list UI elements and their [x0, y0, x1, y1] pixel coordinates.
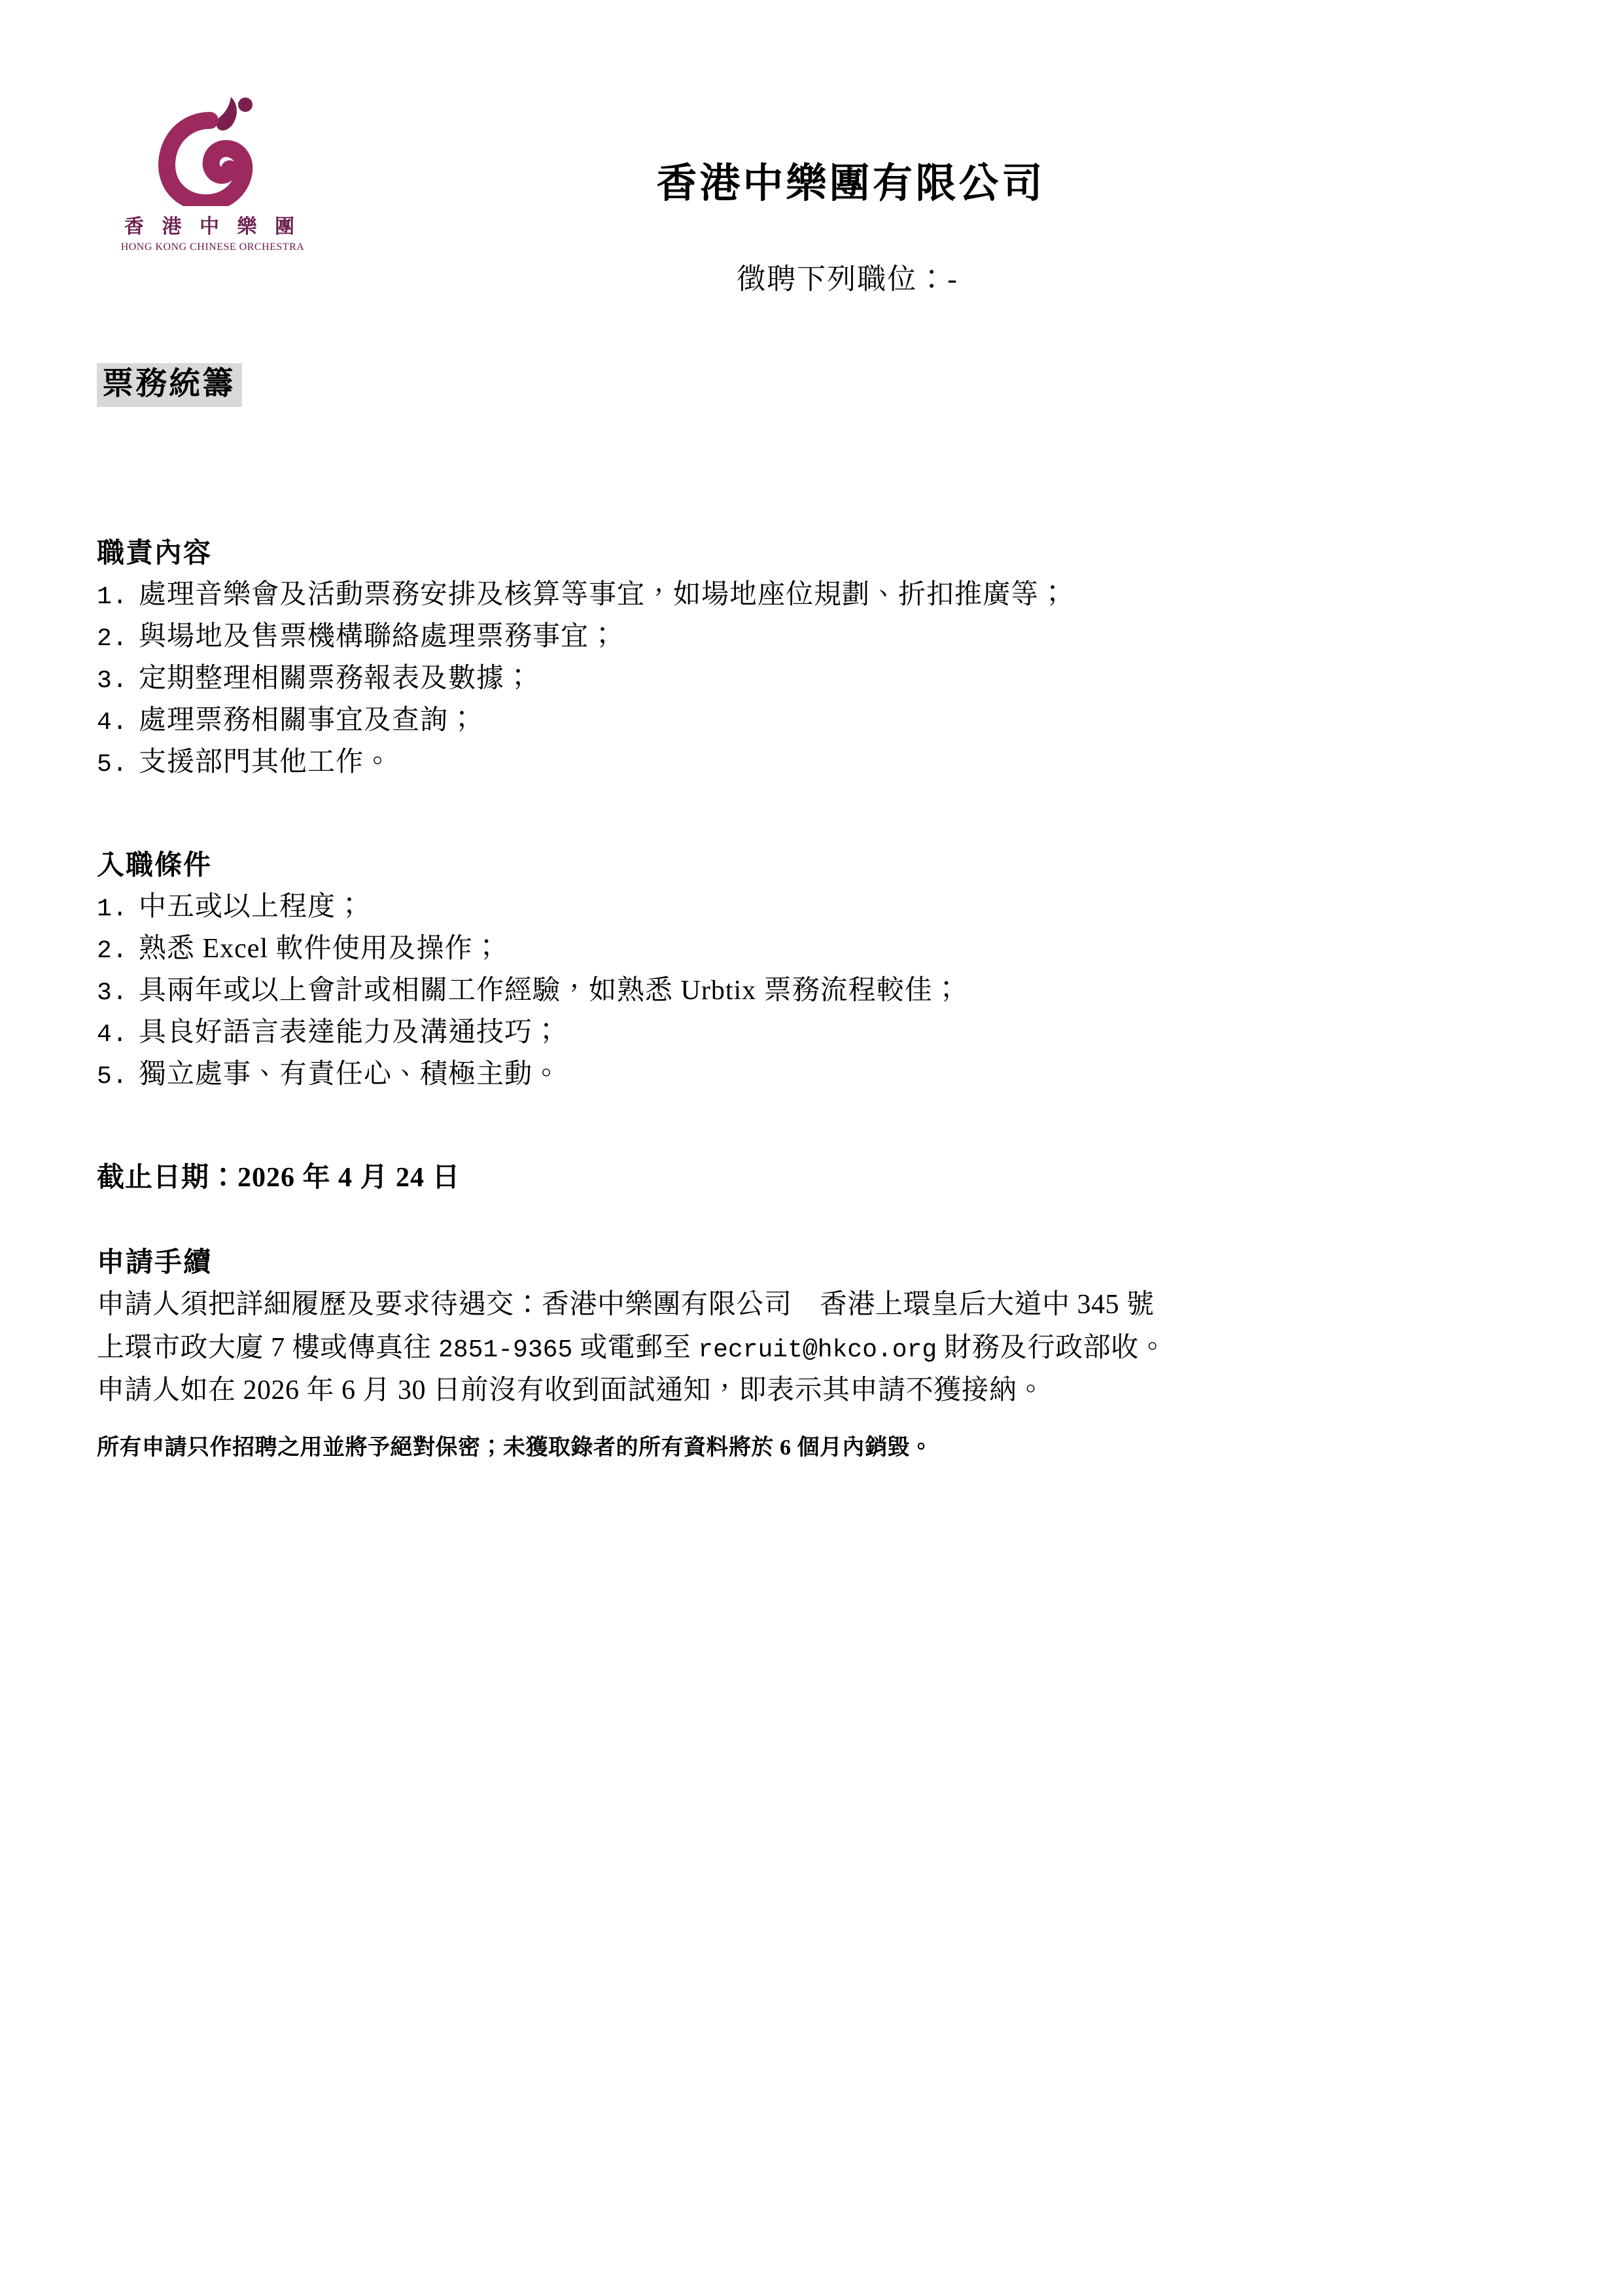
list-item — [97, 574, 1529, 616]
document-content — [97, 363, 1529, 1464]
email-address[interactable]: recruit@hkco.org — [698, 1335, 937, 1364]
duties-section — [97, 531, 1529, 783]
list-item — [97, 1054, 1529, 1096]
application-line-2-part3: 財務及行政部收。 — [937, 1332, 1167, 1363]
list-item-number: 4. — [97, 708, 128, 737]
list-item — [97, 1012, 1529, 1054]
list-item-number: 2. — [97, 625, 128, 654]
post-title-wrapper — [97, 363, 1529, 407]
list-item-number: 1. — [97, 895, 128, 924]
list-item — [97, 970, 1529, 1012]
application-line-2-part2: 或電郵至 — [572, 1332, 699, 1363]
requirements-list — [97, 887, 1529, 1095]
list-item-text: 具良好語言表達能力及溝通技巧； — [139, 1017, 561, 1048]
list-item-number: 3. — [97, 978, 128, 1007]
spacer-before-note — [97, 1413, 1529, 1424]
document-header — [0, 0, 1623, 295]
deadline-label: 截止日期： — [97, 1163, 238, 1193]
list-item-text: 定期整理相關票務報表及數據； — [139, 663, 533, 694]
spacer-after-requirements — [97, 1095, 1529, 1156]
list-item-number: 3. — [97, 666, 128, 695]
spacer-after-deadline — [97, 1195, 1529, 1241]
list-item — [97, 928, 1529, 970]
list-item-number: 4. — [97, 1020, 128, 1049]
list-item — [97, 887, 1529, 928]
recruitment-subtitle: 徵聘下列職位：- — [737, 263, 958, 295]
application-line-3: 申請人如在 2026 年 6 月 30 日前沒有收到面試通知，即表示其申請不獲接納。 — [97, 1375, 1045, 1406]
application-note: 所有申請只作招聘之用並將予絕對保密；未獲取錄者的所有資料將於 6 個月內銷毀。 — [97, 1435, 933, 1460]
application-line-2-part1: 上環市政大廈 7 樓或傳真往 — [97, 1332, 439, 1363]
requirements-section — [97, 843, 1529, 1095]
list-item-text: 處理音樂會及活動票務安排及核算等事宜，如場地座位規劃、折扣推廣等； — [139, 580, 1068, 610]
list-item-text: 處理票務相關事宜及查詢； — [139, 705, 477, 735]
list-item-text: 具兩年或以上會計或相關工作經驗，如熟悉 Urbtix 票務流程較佳； — [139, 975, 961, 1006]
application-heading: 申請手續 — [97, 1248, 213, 1279]
deadline-value: 2026 年 4 月 24 日 — [237, 1163, 461, 1193]
duties-heading: 職責內容 — [97, 539, 213, 569]
deadline-line — [97, 1156, 1529, 1195]
logo-english-name: HONG KONG CHINESE ORCHESTRA — [120, 241, 305, 253]
application-line-1: 申請人須把詳細履歷及要求待遇交：香港中樂團有限公司 香港上環皇后大道中 345 號 — [97, 1290, 1155, 1320]
application-line-2 — [97, 1327, 1529, 1370]
list-item — [97, 616, 1529, 658]
list-item-text: 獨立處事、有責任心、積極主動。 — [139, 1059, 561, 1089]
spacer-after-duties — [97, 783, 1529, 843]
post-title: 票務統籌 — [97, 363, 242, 407]
list-item-number: 5. — [97, 750, 128, 779]
application-section — [97, 1241, 1529, 1464]
list-item-text: 熟悉 Excel 軟件使用及操作； — [139, 934, 501, 964]
requirements-heading: 入職條件 — [97, 851, 213, 881]
list-item-number: 5. — [97, 1062, 128, 1091]
fax-number: 2851-9365 — [438, 1335, 573, 1364]
list-item-text: 與場地及售票機構聯絡處理票務事宜； — [139, 622, 618, 652]
logo-chinese-name: 香 港 中 樂 團 — [124, 216, 301, 238]
list-item-number: 1. — [97, 583, 128, 612]
list-item — [97, 742, 1529, 784]
organization-title: 香港中樂團有限公司 — [656, 162, 1045, 206]
spacer-after-title — [97, 407, 1529, 531]
list-item-text: 支援部門其他工作。 — [139, 747, 393, 777]
list-item-number: 2. — [97, 937, 128, 966]
list-item-text: 中五或以上程度； — [139, 892, 364, 923]
list-item — [97, 700, 1529, 742]
list-item — [97, 658, 1529, 700]
duties-list — [97, 574, 1529, 783]
